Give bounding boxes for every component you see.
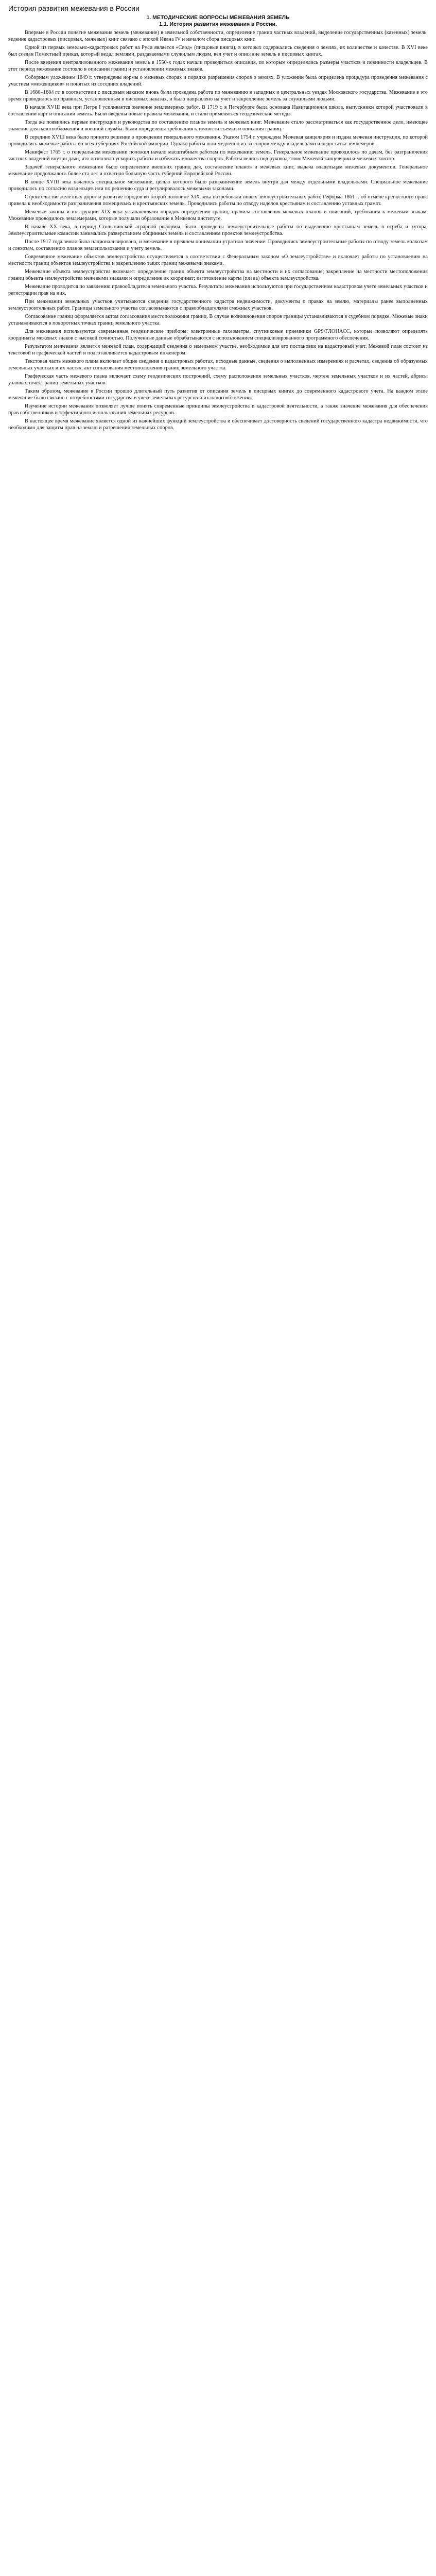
paragraph: Изучение истории межевания позволяет лучше понять современные принципы землеустройства и кадастровой деятельности, а также значение межевания для обеспечения прав собственников и эффективного использования земельных ресурсов. xyxy=(8,403,428,416)
section-title: 1.1. История развития межевания в России. xyxy=(159,21,277,27)
document-title: История развития межевания в России xyxy=(8,4,139,12)
paragraph: В начале XVIII века при Петре I усиливается значение землемерных работ. В 1719 г. в Петербурге была основана Навигационная школа, выпускники которой участвовали в составлении карт и описании земель. Были введены новые правила межевания, и стали применяться геодезические методы. xyxy=(8,105,428,117)
paragraph: Впервые в России понятие межевания земель (межевание) в земельной собственности, определение границ частных владений, выделение государственных (казенных) земель, ведение кадастровых (писцовых, межевых) книг связано с эпохой Ивана IV и началом сбора писцовых книг. xyxy=(8,30,428,42)
paragraph: Графическая часть межевого плана включает схему геодезических построений, схему расположения земельных участков, чертеж земельных участков и их частей, абрисы узловых точек границ земельных участков. xyxy=(8,374,428,386)
paragraph: Межевание объекта землеустройства включает: определение границ объекта землеустройства на местности и их согласование; закрепление на местности местоположения границ объекта землеустройства межевыми знаками и определение их координат; изготовление карты (плана) объекта землеустройства. xyxy=(8,269,428,281)
paragraph: Современное межевание объектов землеустройства осуществляется в соответствии с Федеральным законом «О землеустройстве» и включает работы по установлению на местности границ объектов землеустройства и закреплению таких границ межевыми знаками. xyxy=(8,254,428,266)
paragraph: При межевании земельных участков учитываются сведения государственного кадастра недвижимости, документы о правах на землю, материалы ранее выполненных землеустроительных работ. Границы земельного участка согласовываются с правообладателями смежных участков. xyxy=(8,299,428,311)
paragraph: Согласование границ оформляется актом согласования местоположения границ. В случае возникновения споров границы устанавливаются в судебном порядке. Межевые знаки устанавливаются в поворотных точках границ земельного участка. xyxy=(8,314,428,326)
body-text xyxy=(8,29,428,431)
chapter-title: 1. МЕТОДИЧЕСКИЕ ВОПРОСЫ МЕЖЕВАНИЯ ЗЕМЕЛЬ xyxy=(146,14,290,21)
paragraph: Межевание проводится по заявлению правообладателя земельного участка. Результаты межевания используются при государственном кадастровом учете земельных участков и регистрации прав на них. xyxy=(8,284,428,296)
paragraph: Результатом межевания является межевой план, содержащий сведения о земельном участке, необходимые для его постановки на кадастровый учет. Межевой план состоит из текстовой и графической частей и подготавливается кадастровым инженером. xyxy=(8,344,428,356)
paragraph: В конце XVIII века началось специальное межевание, целью которого было разграничение земель внутри дач между отдельными владельцами. Специальное межевание проводилось по согласию владельцев или по решению суда и регулировалось межевыми законами. xyxy=(8,179,428,192)
paragraph: В середине XVIII века было принято решение о проведении генерального межевания. Указом 1754 г. учреждена Межевая канцелярия и издана межевая инструкция, по которой проводились межевые работы во всех губерниях Российской империи. Однако работы шли медленно из-за споров между владельцами и недостатка землемеров. xyxy=(8,134,428,147)
document-page xyxy=(0,0,436,440)
paragraph: Тогда же появились первые инструкции и руководства по составлению планов земель и межевых книг. Межевание стало рассматриваться как государственное дело, имеющее значение для налогообложения и военной службы. Были определены требования к точности съемки и описания границ. xyxy=(8,120,428,132)
paragraph: Задачей генерального межевания было определение внешних границ дач, составление планов и межевых книг, выдача владельцам межевых документов. Генеральное межевание продолжалось более ста лет и охватило большую часть губерний Европейской России. xyxy=(8,164,428,177)
paragraph: Таким образом, межевание в России прошло длительный путь развития от описания земель в писцовых книгах до современного кадастрового учета. На каждом этапе межевание было связано с потребностями государства в учете земельных ресурсов и их налогообложении. xyxy=(8,388,428,401)
paragraph: Межевые законы и инструкции XIX века устанавливали порядок определения границ, правила составления межевых планов и описаний, требования к межевым знакам. Межевание проводилось землемерами, которые получали образование в Межевом институте. xyxy=(8,209,428,222)
paragraph: Строительство железных дорог и развитие городов во второй половине XIX века потребовали новых землеустроительных работ. Реформа 1861 г. об отмене крепостного права привела к необходимости разграничения помещичьих и крестьянских земель. Проводились работы по отводу наделов крестьянам и составлению уставных грамот. xyxy=(8,194,428,207)
paragraph: В 1680–1684 гг. в соответствии с писцовым наказом вновь была проведена работа по межеванию в западных и центральных уездах Московского государства. Межевание в это время проводилось по правилам, установленным в писцовых наказах, и было направлено на учет и закрепление земель за служилыми людьми. xyxy=(8,90,428,102)
paragraph: Текстовая часть межевого плана включает общие сведения о кадастровых работах, исходные данные, сведения о выполненных измерениях и расчетах, сведения об образуемых земельных участках и их частях, акт согласования местоположения границ земельного участка. xyxy=(8,359,428,371)
paragraph: После 1917 года земля была национализирована, и межевание в прежнем понимании утратило значение. Проводились землеустроительные работы по отводу земель колхозам и совхозам, составлению планов землепользования и учету земель. xyxy=(8,239,428,251)
paragraph: Для межевания используются современные геодезические приборы: электронные тахеометры, спутниковые приемники GPS/ГЛОНАСС, которые позволяют определять координаты межевых знаков с высокой точностью. Полученные данные обрабатываются с использованием специализированного программного обеспечения. xyxy=(8,329,428,341)
paragraph: После введения централизованного межевания земель в 1550-х годах начали проводиться описания, по которым определялись размеры участков и повинности владельцев. В этот период межевание состояло в описании границ и установлении межевых знаков. xyxy=(8,60,428,72)
paragraph: В начале XX века, в период Столыпинской аграрной реформы, были проведены землеустроительные работы по выделению крестьянам земель в отруба и хутора. Землеустроительные комиссии занимались разверстанием общинных земель и составлением проектов землеустройства. xyxy=(8,224,428,236)
paragraph: Манифест 1765 г. о генеральном межевании положил начало масштабным работам по межеванию земель. Генеральное межевание проводилось по дачам, без разграничения частных владений внутри дачи, что позволило ускорить работы и избежать множества споров. Работы велись под руководством Межевой канцелярии и межевых контор. xyxy=(8,149,428,162)
paragraph: Соборным уложением 1649 г. утверждены нормы о межевых спорах и порядке разрешения споров о землях. В уложении была определена процедура проведения межевания с участием «межевщиков» и понятых из соседних владений. xyxy=(8,75,428,87)
paragraph: В настоящее время межевание является одной из важнейших функций землеустройства и обеспечивает достоверность сведений государственного кадастра недвижимости, что необходимо для защиты прав на землю и разрешения земельных споров. xyxy=(8,418,428,431)
paragraph: Одной из первых земельно-кадастровых работ на Руси является «Свод» (писцовые книги), в которых содержались сведения о землях, их количестве и качестве. В XVI веке был создан Поместный приказ, который ведал землями, раздаваемыми служилым людям, вел учет и описание земель в писцовых книгах. xyxy=(8,45,428,57)
